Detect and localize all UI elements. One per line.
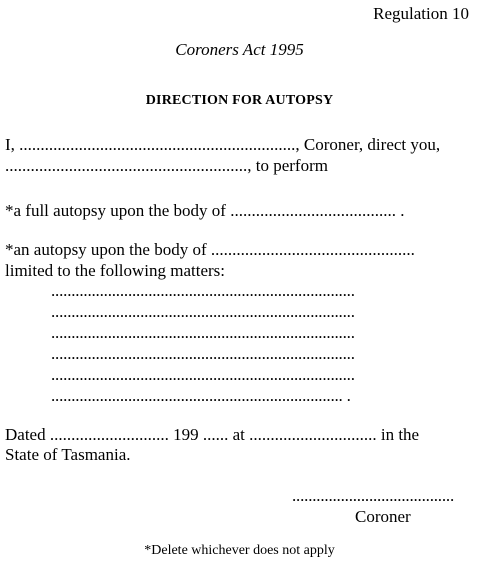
- matter-line: ........................................................................ .: [51, 386, 351, 405]
- state-line: State of Tasmania.: [5, 445, 131, 464]
- act-title: Coroners Act 1995: [175, 40, 304, 59]
- direction-line-perform: ........................................................., to perform: [5, 156, 328, 175]
- matter-line: ...........................................................................: [51, 344, 355, 363]
- limited-autopsy-option: *an autopsy upon the body of ................................................: [5, 240, 415, 259]
- matter-line: ...........................................................................: [51, 281, 355, 300]
- signature-label: Coroner: [355, 507, 411, 526]
- form-heading: DIRECTION FOR AUTOPSY: [145, 93, 334, 108]
- signature-line: ........................................: [292, 486, 455, 505]
- direction-line-coroner: I, ................................................................., Coroner, direct you,: [5, 135, 441, 154]
- footnote: *Delete whichever does not apply: [144, 543, 335, 558]
- matter-line: ...........................................................................: [51, 365, 355, 384]
- regulation-number: Regulation 10: [373, 4, 469, 23]
- matter-line: ...........................................................................: [51, 323, 355, 342]
- full-autopsy-option: *a full autopsy upon the body of ....................................... .: [5, 201, 405, 220]
- dated-line: Dated ............................ 199 ...... at .............................. in the: [5, 425, 420, 444]
- limited-to-label: limited to the following matters:: [5, 261, 226, 280]
- matter-line: ...........................................................................: [51, 302, 355, 321]
